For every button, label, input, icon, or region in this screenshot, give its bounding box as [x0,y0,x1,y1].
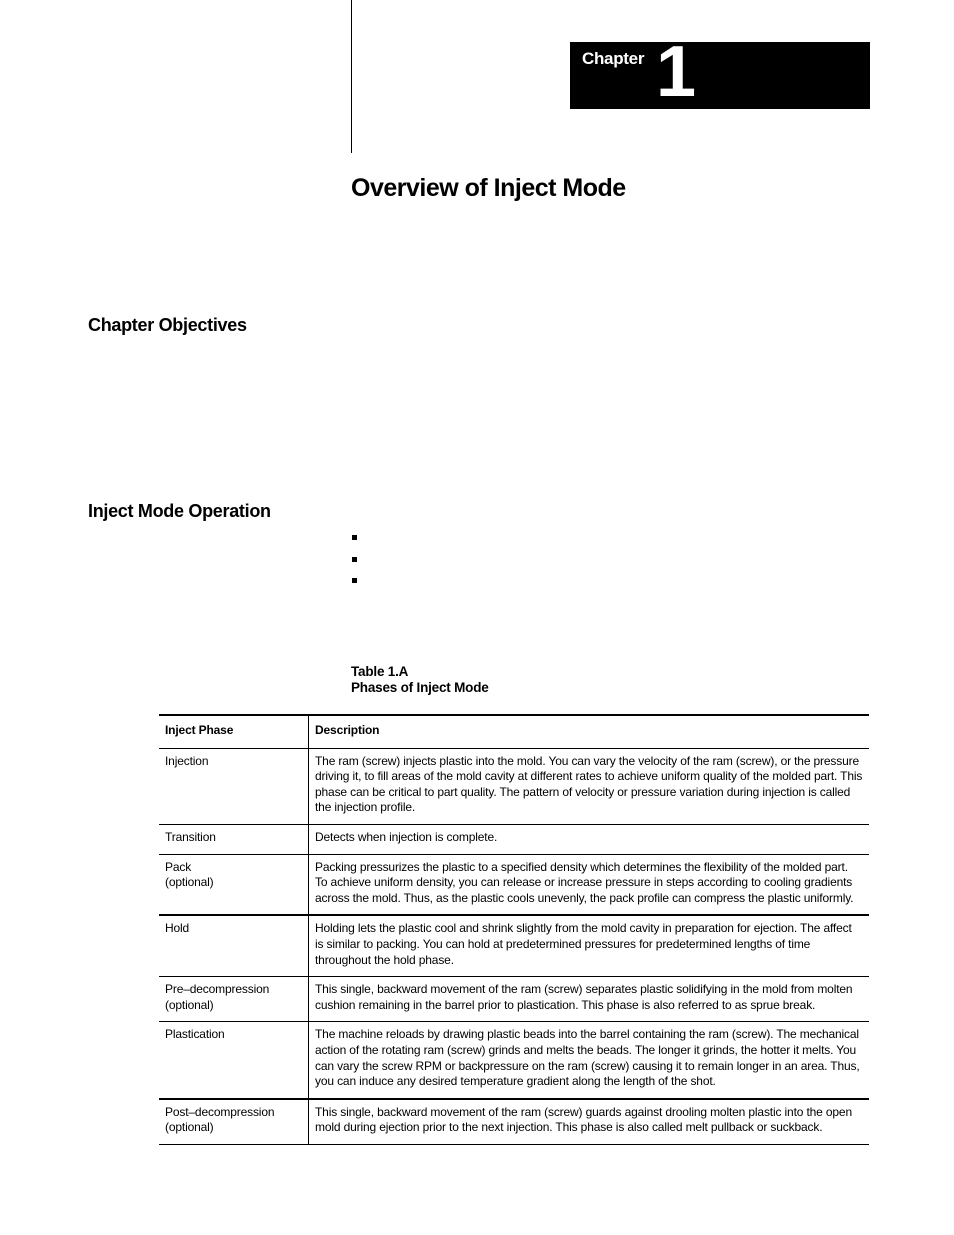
bullet-marker [352,578,357,583]
margin-rule [351,0,352,153]
table-caption-title: Phases of Inject Mode [351,680,489,695]
phase-cell: Pre–decompression (optional) [159,977,309,1022]
bullet-marker [352,557,357,562]
description-cell: This single, backward movement of the ram (screw) guards against drooling molten plastic into the open mold during ejection prior to the next injection. This phase is also called melt pullback or suckback. [309,1099,870,1145]
phase-cell: Post–decompression (optional) [159,1099,309,1145]
table-row [159,748,869,824]
phases-table [159,714,869,1145]
table-row [159,977,869,1022]
phase-cell: Pack (optional) [159,854,309,915]
description-cell: This single, backward movement of the ram (screw) separates plastic solidifying in the mold from molten cushion remaining in the barrel prior to plastication. This phase is also referred to as sprue break. [309,977,870,1022]
table-caption-id: Table 1.A [351,664,409,679]
table-row [159,824,869,854]
description-cell: Holding lets the plastic cool and shrink slightly from the mold cavity in preparation for ejection. The affect is similar to packing. You can hold at predetermined pressures for predetermined lengths of time throughout the hold phase. [309,915,870,976]
section-heading-objectives: Chapter Objectives [88,315,247,335]
table-row [159,1022,869,1099]
phase-cell: Transition [159,824,309,854]
column-header-description: Description [309,715,870,748]
phase-cell: Hold [159,915,309,976]
phase-cell: Plastication [159,1022,309,1099]
bullet-marker [352,535,357,540]
table-caption [351,664,489,696]
column-header-phase: Inject Phase [159,715,309,748]
page-title: Overview of Inject Mode [351,174,626,202]
chapter-tab [570,32,870,112]
table-row [159,915,869,976]
table-header-row [159,715,869,748]
table-row [159,854,869,915]
description-cell: The ram (screw) injects plastic into the mold. You can vary the velocity of the ram (screw), or the pressure driving it, to fill areas of the mold cavity at different rates to achieve uniform quality of the molded part. This phase can be critical to part quality. The pattern of velocity or pressure variation during injection is called the injection profile. [309,748,870,824]
table-row [159,1099,869,1145]
chapter-number: 1 [656,32,697,112]
description-cell: The machine reloads by drawing plastic beads into the barrel containing the ram (screw). The mechanical action of the rotating ram (screw) grinds and melts the beads. The longer it grinds, the hotter it melts. You can vary the screw RPM or backpressure on the ram (screw) causing it to remain longer in an area. Thus, you can induce any desired temperature gradient along the length of the shot. [309,1022,870,1099]
section-heading-operation: Inject Mode Operation [88,501,271,521]
chapter-label: Chapter [582,49,645,68]
description-cell: Packing pressurizes the plastic to a specified density which determines the flexibility of the molded part. To achieve uniform density, you can release or increase pressure in steps according to cooling gradients across the mold. Thus, as the plastic cools unevenly, the pack profile can compress the plastic uniformly. [309,854,870,915]
phase-cell: Injection [159,748,309,824]
description-cell: Detects when injection is complete. [309,824,870,854]
